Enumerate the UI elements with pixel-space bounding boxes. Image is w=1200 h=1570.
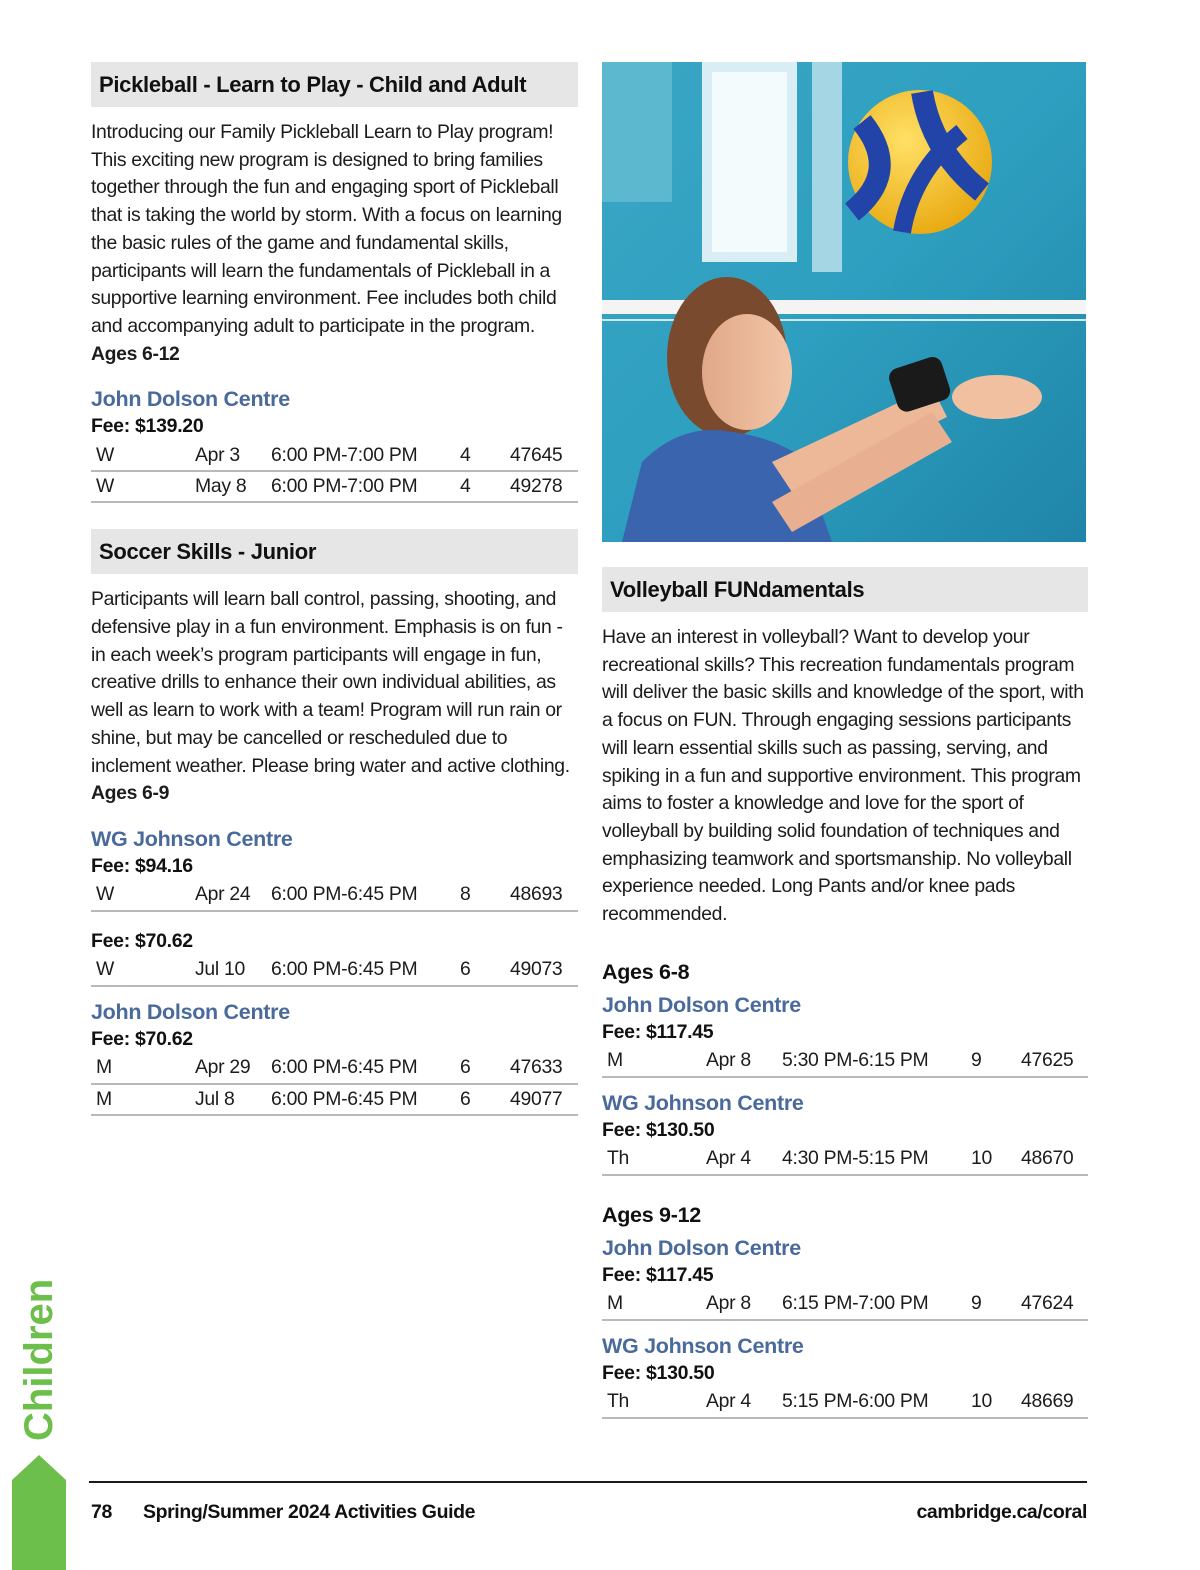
- ages-heading: Ages 9-12: [602, 1202, 701, 1227]
- day-cell: W: [91, 955, 195, 986]
- page-footer: [91, 1497, 1087, 1527]
- day-cell: W: [91, 471, 195, 502]
- pickleball-section: [91, 62, 578, 503]
- course-code-cell: 49278: [510, 471, 578, 502]
- volleyball-player-photo: [602, 62, 1086, 542]
- table-row: [91, 1084, 578, 1115]
- day-cell: M: [602, 1289, 706, 1320]
- guide-title: Spring/Summer 2024 Activities Guide: [143, 1500, 476, 1523]
- fee-label: Fee: $130.50: [602, 1118, 715, 1141]
- sessions-cell: 9: [971, 1046, 1021, 1077]
- photo-illustration: [602, 62, 1086, 542]
- fee-label: Fee: $130.50: [602, 1361, 715, 1384]
- venue-name: John Dolson Centre: [602, 992, 801, 1017]
- left-column: [91, 62, 578, 1116]
- table-row: [602, 1046, 1088, 1077]
- day-cell: Th: [602, 1144, 706, 1175]
- section-title: Soccer Skills - Junior: [91, 529, 578, 574]
- sessions-cell: 9: [971, 1289, 1021, 1320]
- time-cell: 6:15 PM-7:00 PM: [782, 1289, 971, 1320]
- age-group: [602, 959, 1088, 1176]
- ages-label: Ages 6-9: [91, 782, 170, 805]
- time-cell: 6:00 PM-6:45 PM: [271, 1084, 460, 1115]
- ages-label: Ages 6-12: [91, 342, 180, 365]
- time-cell: 4:30 PM-5:15 PM: [782, 1144, 971, 1175]
- table-row: [91, 880, 578, 911]
- section-title: Pickleball - Learn to Play - Child and Adult: [91, 62, 578, 107]
- course-code-cell: 48670: [1021, 1144, 1088, 1175]
- day-cell: Th: [602, 1387, 706, 1418]
- fee-label: Fee: $117.45: [602, 1020, 714, 1043]
- date-cell: Apr 4: [706, 1387, 782, 1418]
- venue-name: John Dolson Centre: [602, 1235, 801, 1260]
- date-cell: Jul 10: [195, 955, 271, 986]
- date-cell: Apr 29: [195, 1053, 271, 1084]
- day-cell: M: [91, 1084, 195, 1115]
- date-cell: Apr 8: [706, 1289, 782, 1320]
- sessions-cell: 6: [460, 955, 510, 986]
- time-cell: 6:00 PM-6:45 PM: [271, 1053, 460, 1084]
- footer-divider: [89, 1481, 1087, 1483]
- program-description: [91, 586, 578, 808]
- volleyball-section: [602, 567, 1088, 1419]
- venue-name: WG Johnson Centre: [91, 826, 293, 851]
- table-row: [91, 471, 578, 502]
- section-title: Volleyball FUNdamentals: [602, 567, 1088, 612]
- time-cell: 6:00 PM-6:45 PM: [271, 880, 460, 911]
- day-cell: M: [602, 1046, 706, 1077]
- fee-label: Fee: $70.62: [91, 929, 193, 952]
- program-description: Have an interest in volleyball? Want to develop your recreational skills? This recreation fundamentals program will deliver the basic skills and knowledge of the sport, with a focus on FUN. Through engaging sessions participants will learn essential skills such as passing, serving, and spiking in a fun and supportive environment. This program aims to foster a knowledge and love for the sport of volleyball by building solid foundation of techniques and emphasizing teamwork and sportsmanship. No volleyball experience needed. Long Pants and/or knee pads recommended.: [602, 626, 1084, 926]
- course-code-cell: 48669: [1021, 1387, 1088, 1418]
- table-row: [602, 1387, 1088, 1418]
- day-cell: W: [91, 440, 195, 471]
- schedule-table: [91, 955, 578, 987]
- course-code-cell: 47645: [510, 440, 578, 471]
- date-cell: May 8: [195, 471, 271, 502]
- soccer-section: [91, 529, 578, 1116]
- description-text: Introducing our Family Pickleball Learn to Play program! This exciting new program is designed to bring families together through the fun and engaging sport of Pickleball that is taking the world by storm. With a focus on learning the basic rules of the game and fundamental skills, participants will learn the fundamentals of Pickleball in a supportive learning environment. Fee includes both child and accompanying adult to participate in the program.: [91, 121, 562, 337]
- venue-name: WG Johnson Centre: [602, 1090, 804, 1115]
- venue-name: John Dolson Centre: [91, 999, 290, 1024]
- description-text: Participants will learn ball control, passing, shooting, and defensive play in a fun environment. Emphasis is on fun - in each week’s program participants will engage in fun, creative drills to enhance their own individual abilities, as well as learn to work with a team! Program will run rain or shine, but may be cancelled or rescheduled due to inclement weather. Please bring water and active clothing.: [91, 588, 570, 777]
- ages-heading: Ages 6-8: [602, 959, 690, 984]
- sessions-cell: 8: [460, 880, 510, 911]
- course-code-cell: 47625: [1021, 1046, 1088, 1077]
- section-side-tab: [12, 1270, 66, 1570]
- day-cell: W: [91, 880, 195, 911]
- sessions-cell: 4: [460, 471, 510, 502]
- table-row: [91, 440, 578, 471]
- course-code-cell: 49077: [510, 1084, 578, 1115]
- fee-label: Fee: $139.20: [91, 415, 204, 438]
- fee-label: Fee: $117.45: [602, 1263, 714, 1286]
- schedule-table: [602, 1387, 1088, 1419]
- time-cell: 6:00 PM-7:00 PM: [271, 471, 460, 502]
- time-cell: 6:00 PM-6:45 PM: [271, 955, 460, 986]
- date-cell: Apr 8: [706, 1046, 782, 1077]
- program-description: [91, 119, 578, 368]
- sessions-cell: 6: [460, 1053, 510, 1084]
- date-cell: Apr 3: [195, 440, 271, 471]
- time-cell: 6:00 PM-7:00 PM: [271, 440, 460, 471]
- schedule-table: [602, 1144, 1088, 1176]
- sessions-cell: 6: [460, 1084, 510, 1115]
- age-group: [602, 1202, 1088, 1419]
- schedule-table: [602, 1289, 1088, 1321]
- course-code-cell: 47624: [1021, 1289, 1088, 1320]
- website-link[interactable]: cambridge.ca/coral: [916, 1500, 1087, 1523]
- venue-name: John Dolson Centre: [91, 387, 290, 412]
- side-tab-label: Children: [17, 1278, 61, 1442]
- schedule-table: [91, 1053, 578, 1116]
- side-tab-arrow-icon: [12, 1450, 66, 1570]
- day-cell: M: [91, 1053, 195, 1084]
- right-column: [602, 62, 1088, 1419]
- date-cell: Apr 4: [706, 1144, 782, 1175]
- schedule-table: [91, 440, 578, 503]
- schedule-table: [91, 880, 578, 912]
- course-code-cell: 48693: [510, 880, 578, 911]
- page-number: 78: [91, 1500, 112, 1523]
- date-cell: Apr 24: [195, 880, 271, 911]
- venue-name: WG Johnson Centre: [602, 1333, 804, 1358]
- sessions-cell: 10: [971, 1387, 1021, 1418]
- sessions-cell: 4: [460, 440, 510, 471]
- course-code-cell: 49073: [510, 955, 578, 986]
- time-cell: 5:30 PM-6:15 PM: [782, 1046, 971, 1077]
- course-code-cell: 47633: [510, 1053, 578, 1084]
- fee-label: Fee: $70.62: [91, 1027, 193, 1050]
- fee-label: Fee: $94.16: [91, 854, 193, 877]
- date-cell: Jul 8: [195, 1084, 271, 1115]
- table-row: [91, 955, 578, 986]
- sessions-cell: 10: [971, 1144, 1021, 1175]
- table-row: [602, 1289, 1088, 1320]
- table-row: [91, 1053, 578, 1084]
- time-cell: 5:15 PM-6:00 PM: [782, 1387, 971, 1418]
- table-row: [602, 1144, 1088, 1175]
- schedule-table: [602, 1046, 1088, 1078]
